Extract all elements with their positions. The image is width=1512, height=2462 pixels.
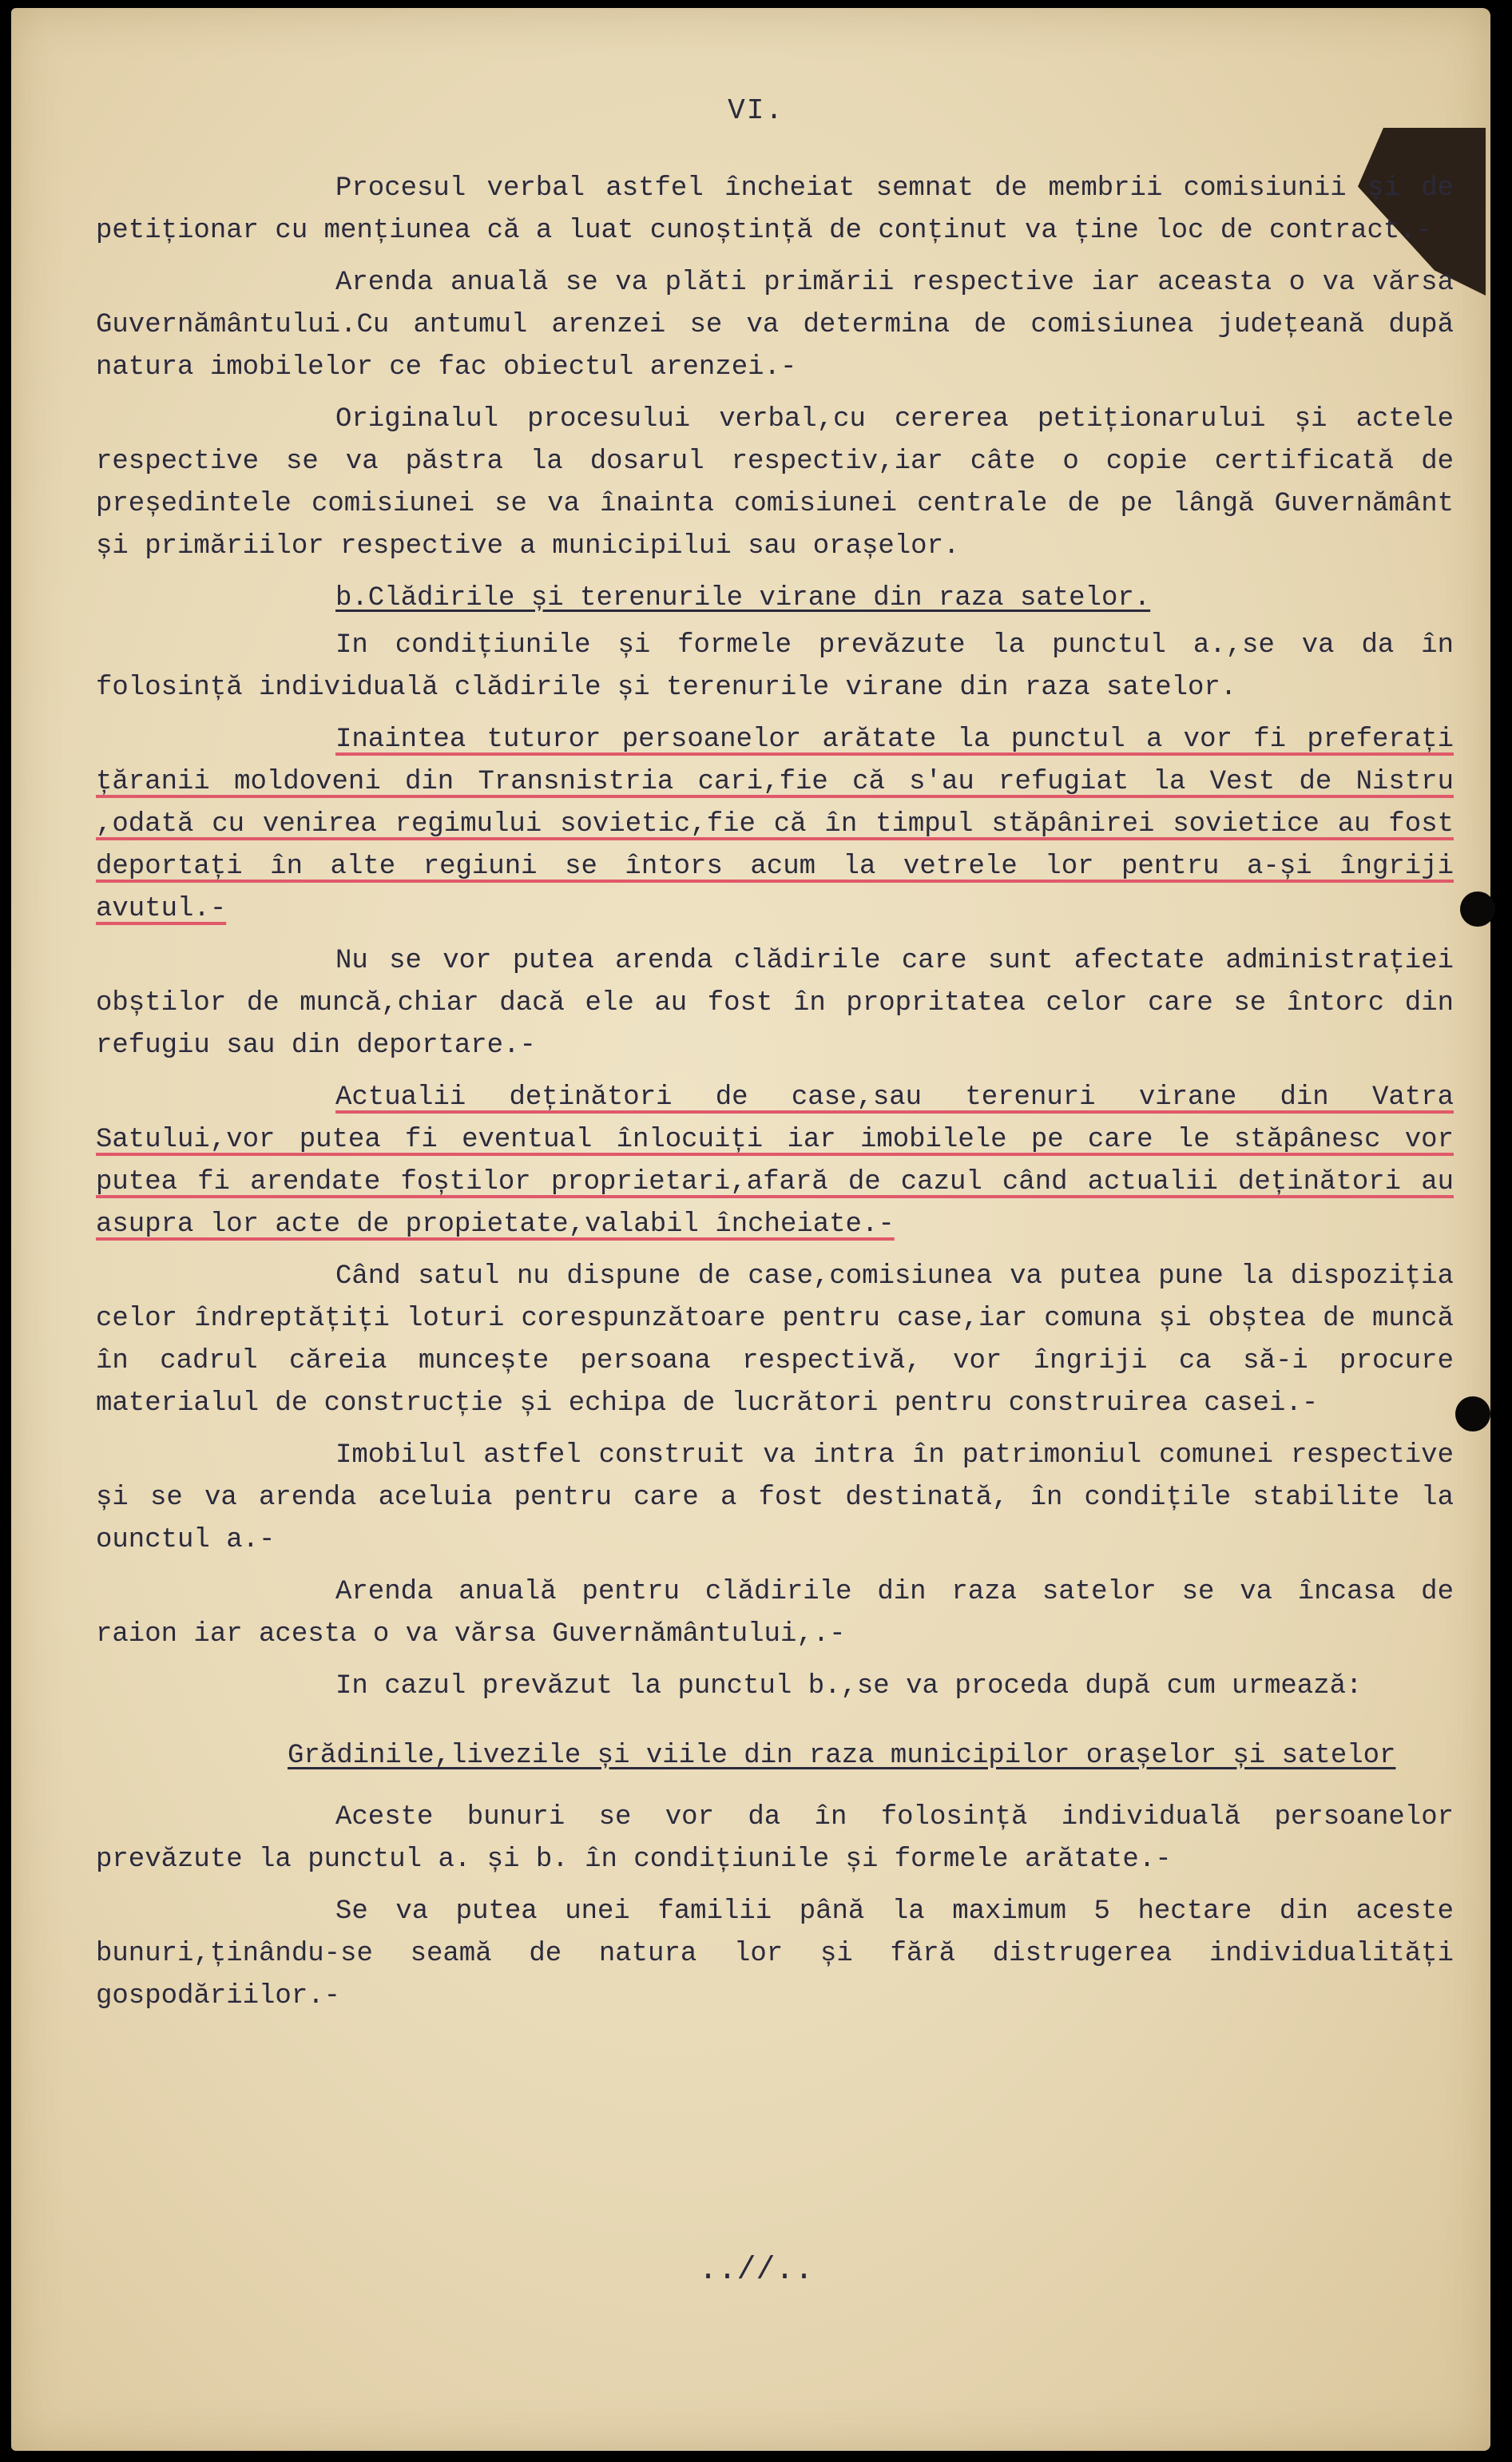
punch-hole-top <box>1460 891 1495 927</box>
paragraph: Procesul verbal astfel încheiat semnat de membrii comisiunii și de petiționar cu mențiunea că a luat cunoștință de conținut va ține loc de contract.- <box>96 173 1454 246</box>
paragraph: In cazul prevăzut la punctul b.,se va proceda după cum urmează: <box>335 1671 1363 1702</box>
paragraph: Arenda anuală se va plăti primării respective iar aceasta o va vărsa Guvernământului.Cu antumul arenzei se va determina de comisiunea județeană după natura imobilelor ce fac obiectul arenzei.- <box>96 268 1454 383</box>
punch-hole-bottom <box>1455 1396 1490 1432</box>
section-heading-b-text: b.Clădirile și terenurile virane din raza satelor. <box>335 583 1151 614</box>
paragraph: In condițiunile și formele prevăzute la punctul a.,se va da în folosință individuală clădirile și terenurile virane din raza satelor. <box>96 630 1454 703</box>
page-number: VI. <box>728 94 784 127</box>
paragraph: Nu se vor putea arenda clădirile care sunt afectate administrației obștilor de muncă,chiar dacă ele au fost în propritatea celor care se întorc din refugiu sau din deportare.- <box>96 946 1454 1061</box>
paragraph: Aceste bunuri se vor da în folosință individuală persoanelor prevăzute la punctul a. și b. în condițiunile și formele arătate.- <box>96 1802 1454 1875</box>
paragraph: Imobilul astfel construit va intra în patrimoniul comunei respective și se va arenda aceluia pentru care a fost destinată, în condițile stabilite la ounctul a.- <box>96 1440 1454 1555</box>
section-heading-c-text: Grădinile,livezile și viile din raza municipilor orașelor și satelor <box>288 1741 1396 1771</box>
paragraph: Se va putea unei familii până la maximum 5 hectare din aceste bunuri,ținându-se seamă de natura lor și fără distrugerea individualități gospodăriilor.- <box>96 1896 1454 2011</box>
paragraph: Când satul nu dispune de case,comisiunea va putea pune la dispoziția celor îndreptățiți loturi corespunzătoare pentru case,iar comuna și obștea de muncă în cadrul căreia muncește persoana respectivă, vor îngriji ca să-i procure materialul de construcție și echipa de lucrători pentru construirea casei.- <box>96 1261 1454 1419</box>
continuation-mark: ..//.. <box>698 2253 814 2289</box>
paragraph-highlighted: Inaintea tuturor persoanelor arătate la punctul a vor fi preferați țăranii moldoveni din Transnistria cari,fie că s'au refugiat la Vest de Nistru ,odată cu venirea regimului sovietic,fie că în timpul stăpânirei sovietice au fost deportați în alte regiuni se întors acum la vetrele lor pentru a-și îngriji avutul.- <box>96 725 1454 924</box>
paragraph: Originalul procesului verbal,cu cererea petiționarului și actele respective se va păstra la dosarul respectiv,iar câte o copie certificată de președintele comisiunei se va înainta comisiunei centrale de pe lângă Guvernământ și primăriilor respective a municipilui sau orașelor. <box>96 404 1454 562</box>
section-heading-b <box>96 578 1454 620</box>
paragraph: Arenda anuală pentru clădirile din raza satelor se va încasa de raion iar acesta o va vărsa Guvernământului,.- <box>96 1577 1454 1650</box>
document-body <box>96 168 1454 2027</box>
paragraph-highlighted: Actualii deținători de case,sau terenuri virane din Vatra Satului,vor putea fi eventual înlocuiți iar imobilele pe care le stăpânesc vor putea fi arendate foștilor proprietari,afară de cazul când actualii deținători au asupra lor acte de propietate,valabil încheiate.- <box>96 1082 1454 1240</box>
section-heading-c <box>96 1735 1454 1777</box>
